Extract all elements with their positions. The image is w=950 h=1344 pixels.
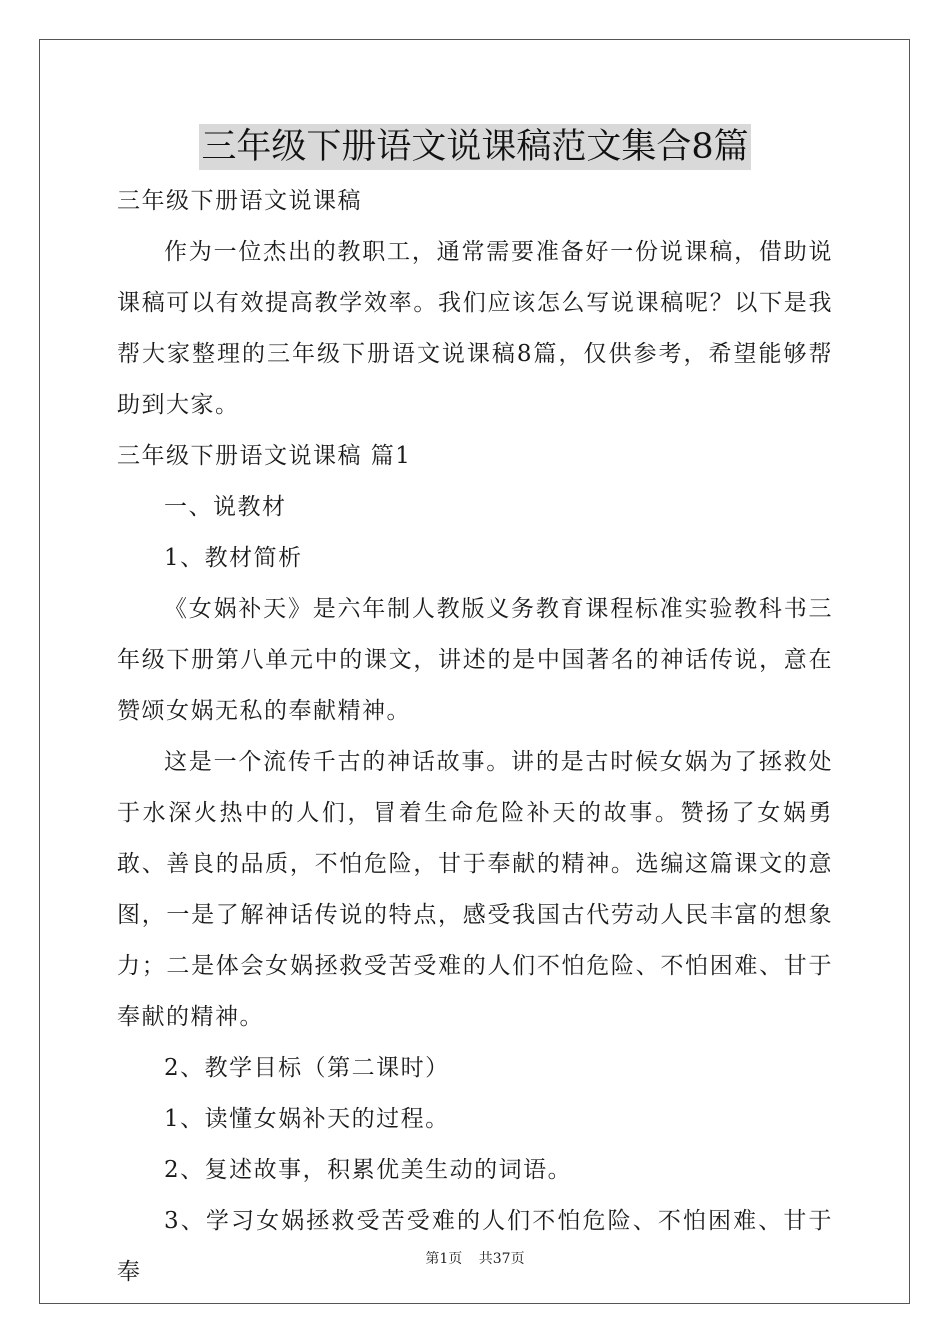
page-footer	[0, 1250, 950, 1268]
paragraph: 3、学习女娲拯救受苦受难的人们不怕危险、不怕困难、甘于奉	[117, 1208, 833, 1285]
paragraph: 三年级下册语文说课稿	[117, 188, 362, 214]
section-heading: 三年级下册语文说课稿 篇1	[117, 443, 412, 469]
paragraph: 2、教学目标（第二课时）	[164, 1055, 450, 1081]
document-body	[117, 176, 833, 1298]
paragraph: 2、复述故事，积累优美生动的词语。	[164, 1157, 573, 1183]
paragraph: 作为一位杰出的教职工，通常需要准备好一份说课稿，借助说课稿可以有效提高教学效率。我们应该怎么写说课稿呢？以下是我帮大家整理的三年级下册语文说课稿8篇，仅供参考，希望能够帮助到大家。	[117, 239, 833, 418]
paragraph: 《女娲补天》是六年制人教版义务教育课程标准实验教科书三年级下册第八单元中的课文，讲述的是中国著名的神话传说，意在赞颂女娲无私的奉献精神。	[117, 596, 833, 724]
page-number: 第1页	[425, 1251, 463, 1267]
paragraph: 1、教材简析	[164, 545, 303, 571]
page-total: 共37页	[478, 1251, 525, 1267]
document-title: 三年级下册语文说课稿范文集合8篇	[199, 124, 750, 170]
title-container	[0, 124, 950, 170]
paragraph: 一、说教材	[164, 494, 287, 520]
paragraph: 这是一个流传千古的神话故事。讲的是古时候女娲为了拯救处于水深火热中的人们，冒着生命危险补天的故事。赞扬了女娲勇敢、善良的品质，不怕危险，甘于奉献的精神。选编这篇课文的意图，一是了解神话传说的特点，感受我国古代劳动人民丰富的想象力；二是体会女娲拯救受苦受难的人们不怕危险、不怕困难、甘于奉献的精神。	[117, 749, 833, 1030]
paragraph: 1、读懂女娲补天的过程。	[164, 1106, 450, 1132]
